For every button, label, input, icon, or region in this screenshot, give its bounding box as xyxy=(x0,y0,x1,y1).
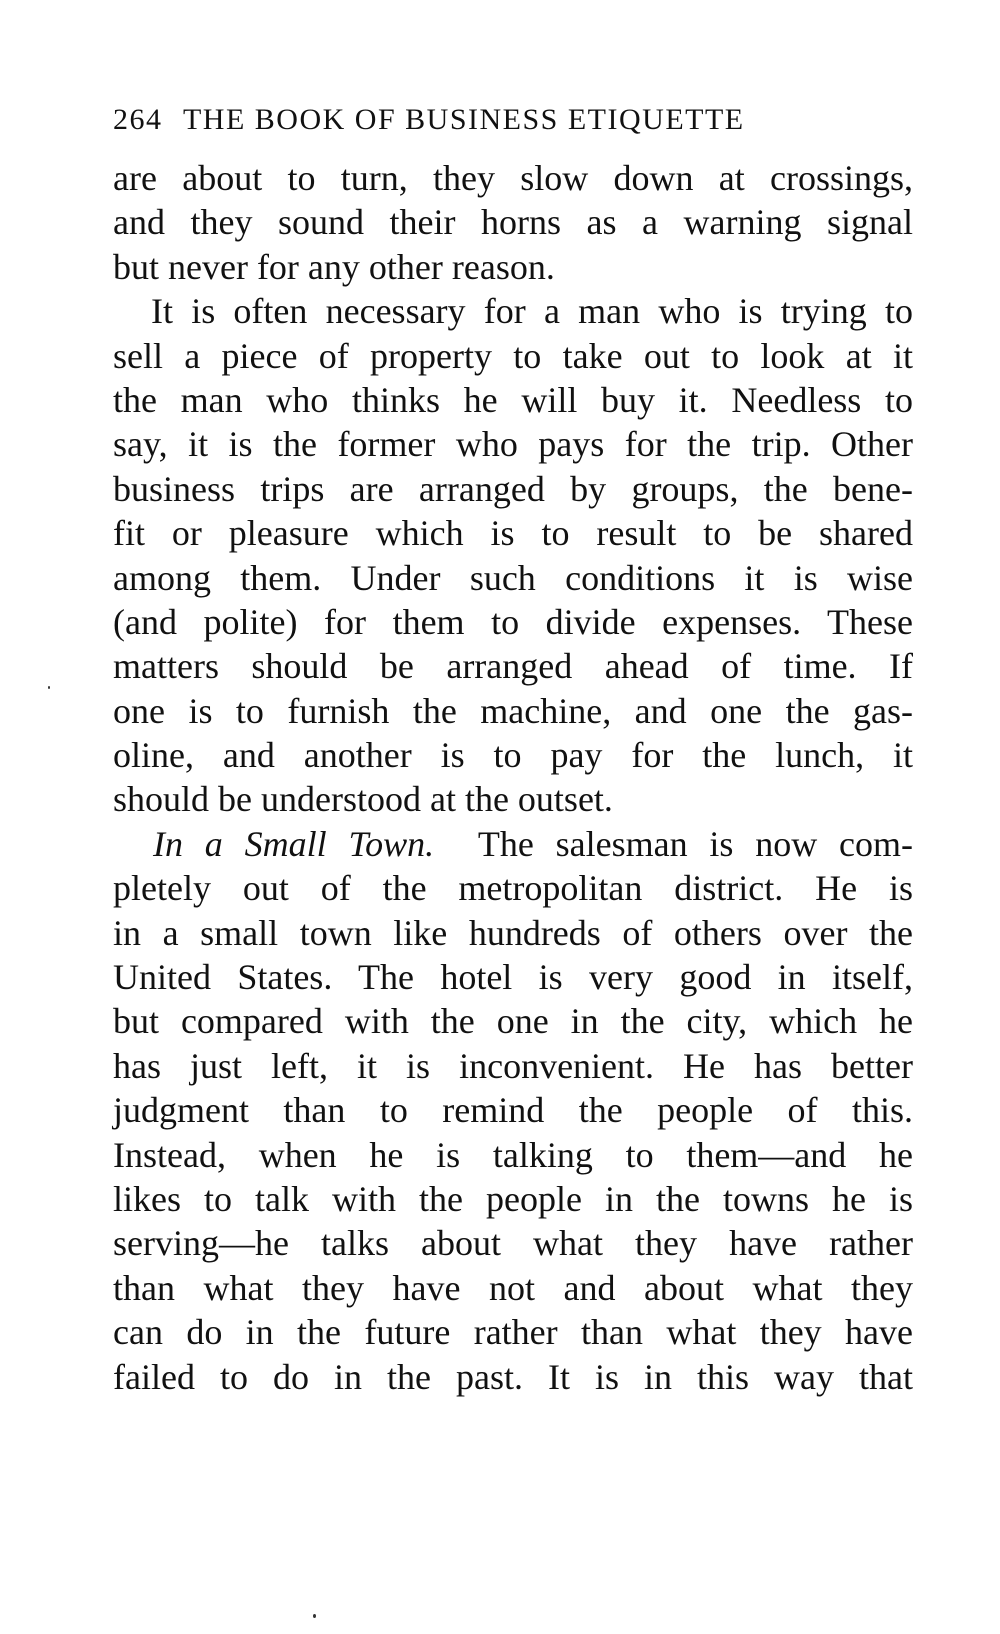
text-line: failed to do in the past. It is in this way that xyxy=(113,1356,913,1397)
text-line: but compared with the one in the city, which he xyxy=(113,1001,913,1042)
paragraph-continued xyxy=(113,156,913,289)
scan-speck xyxy=(48,686,50,689)
text-line: (and polite) for them to divide expenses. These xyxy=(113,601,913,642)
text-line: It is often necessary for a man who is trying to xyxy=(151,291,913,332)
text-line: likes to talk with the people in the towns he is xyxy=(113,1178,913,1219)
text-line: than what they have not and about what they xyxy=(113,1267,913,1308)
paragraph-business-trips xyxy=(113,289,913,822)
text-line: judgment than to remind the people of this. xyxy=(113,1090,913,1131)
text-line: can do in the future rather than what they have xyxy=(113,1312,913,1353)
text-line: United States. The hotel is very good in itself, xyxy=(113,957,913,998)
scan-speck xyxy=(313,1614,316,1618)
text-line: should be understood at the outset. xyxy=(113,779,613,820)
running-head xyxy=(113,103,745,137)
text-line: the man who thinks he will buy it. Needless to xyxy=(113,379,913,420)
text-line-rest: The salesman is now com- xyxy=(477,823,914,864)
text-line: sell a piece of property to take out to look at it xyxy=(113,335,913,376)
text-line: but never for any other reason. xyxy=(113,246,555,287)
text-line: oline, and another is to pay for the lunch, it xyxy=(113,735,913,776)
text-line: are about to turn, they slow down at crossings, xyxy=(113,158,913,198)
text-line: serving—he talks about what they have rather xyxy=(113,1223,913,1264)
running-head-title: THE BOOK OF BUSINESS ETIQUETTE xyxy=(182,103,745,136)
text-line: fit or pleasure which is to result to be shared xyxy=(113,513,913,554)
text-line: has just left, it is inconvenient. He has better xyxy=(113,1045,913,1086)
text-line: pletely out of the metropolitan district. He is xyxy=(113,868,913,909)
text-line: one is to furnish the machine, and one the gas- xyxy=(113,690,913,731)
text-line-with-heading xyxy=(113,822,913,866)
body-text xyxy=(113,156,913,1399)
text-line: Instead, when he is talking to them—and he xyxy=(113,1134,913,1175)
page-number: 264 xyxy=(113,103,163,136)
text-line: matters should be arranged ahead of time. If xyxy=(113,646,913,687)
section-heading: In a Small Town. xyxy=(153,823,435,864)
text-line: say, it is the former who pays for the trip. Other xyxy=(113,424,913,465)
text-line: and they sound their horns as a warning signal xyxy=(113,202,913,243)
paragraph-small-town xyxy=(113,822,913,1399)
text-line: among them. Under such conditions it is wise xyxy=(113,557,913,598)
text-line: in a small town like hundreds of others over the xyxy=(113,912,913,953)
text-line: business trips are arranged by groups, the bene- xyxy=(113,468,913,509)
